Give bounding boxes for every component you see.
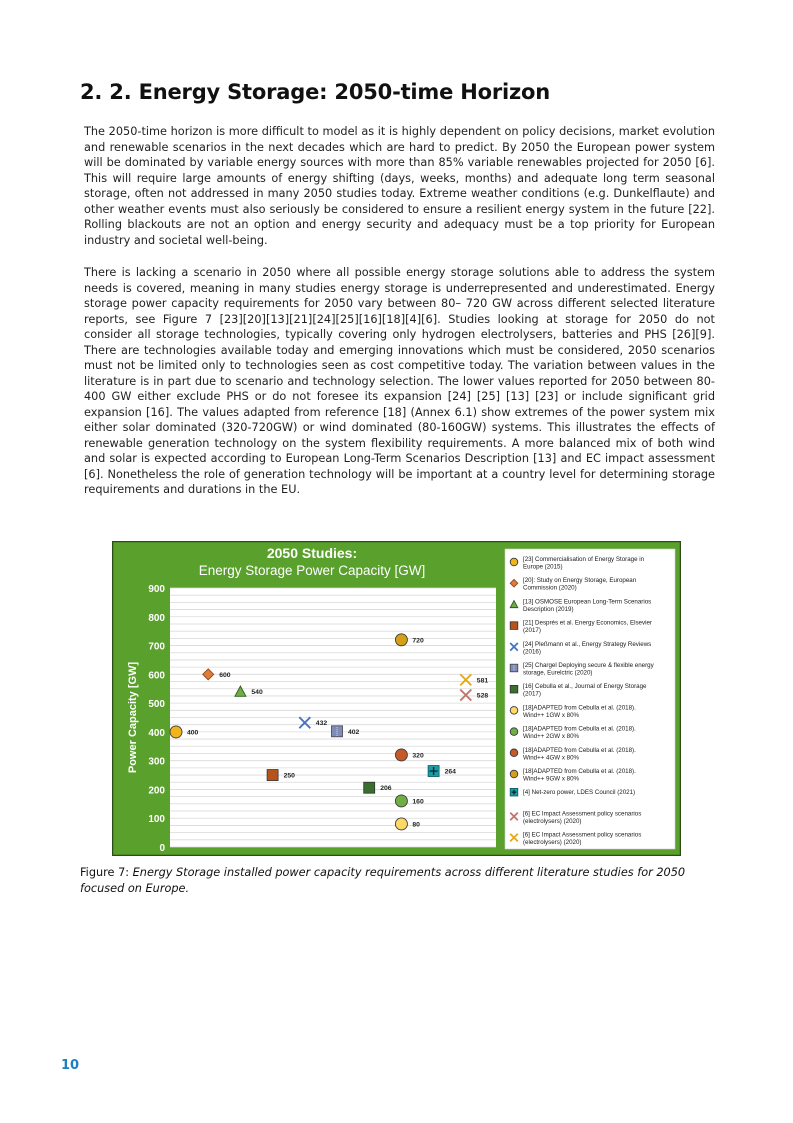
page-number: 10 — [61, 1058, 80, 1073]
legend-label: Description (2019) — [523, 605, 574, 613]
legend-label: [25] Chargel Deploying secure & flexible energy — [523, 662, 654, 669]
legend-label: [16] Cebulla et al., Journal of Energy Storage — [523, 683, 647, 691]
legend-label: [20]: Study on Energy Storage, European — [523, 577, 637, 585]
body-paragraph: There is lacking a scenario in 2050 where all possible energy storage solutions able to address the system needs is covered, meaning in many studies energy storage is underrepresented and underestimated. Energy storage power capacity requirements for 2050 vary between 80– 720 GW across different selected literature reports, see Figure 7 [23][20][13][21][24][25][16][18][4][6]. Studies looking at storage for 2050 do not consider all storage technologies, typically covering only hydrogen electrolysers, batteries and PHS [26][9]. There are technologies available today and emerging innovations which must be considered, 2050 scenarios must not be limited only to technologies seen as cost competitive today. The variation between values in the literature is in part due to scenario and technology selection. The lower values reported for 2050 between 80-400 GW either exclude PHS or do not foresee its expansion [24] [25] [13] [23] or include significant grid expansion [16]. The values adapted from reference [18] (Annex 6.1) show extremes of the power system mix either solar dominated (320-720GW) or wind dominated (80-160GW) systems. This illustrates the effects of renewable generation technology on the system flexibility requirements. A more balanced mix of both wind and solar is expected according to European Long-Term Scenarios Description [13] and EC impact assessment [6]. Nonetheless the role of generation technology will be important at a country level for determining storage requirements and durations in the EU. — [84, 266, 715, 496]
legend-marker — [510, 685, 518, 693]
data-point — [395, 818, 407, 830]
y-tick-label: 200 — [148, 785, 165, 797]
figure-caption — [80, 865, 720, 897]
legend-marker — [510, 664, 518, 672]
data-label: 400 — [187, 729, 199, 737]
data-point — [332, 726, 343, 737]
marker-circle — [395, 795, 407, 807]
legend-label: [24] Pleßmann et al., Energy Strategy Reviews — [523, 640, 652, 648]
legend-box — [505, 549, 675, 849]
marker-circle — [170, 726, 182, 738]
y-tick-label: 300 — [148, 756, 165, 768]
data-label: 264 — [444, 768, 456, 776]
y-tick-label: 400 — [148, 727, 165, 739]
marker-circle — [510, 707, 518, 715]
legend-label: [4] Net-zero power, LDES Council (2021) — [523, 789, 636, 797]
legend-label: [18]ADAPTED from Cebulla et al. (2018). — [523, 704, 636, 712]
legend-label: [21] Després et al. Energy Economics, Elsevier — [523, 619, 652, 627]
data-label: 250 — [283, 772, 295, 780]
legend-label: Wind++ 4GW x 80% — [523, 754, 580, 762]
data-label: 80 — [412, 821, 420, 829]
chart-svg — [112, 541, 681, 856]
marker-square — [267, 770, 278, 781]
section-title: 2. 2. Energy Storage: 2050-time Horizon — [80, 80, 551, 104]
legend-label: [18]ADAPTED from Cebulla et al. (2018). — [523, 768, 636, 775]
y-axis-title: Power Capacity [GW] — [127, 661, 139, 774]
legend-label: Wind++ 1GW x 80% — [523, 711, 580, 719]
legend-marker — [510, 749, 518, 757]
data-point — [170, 726, 182, 738]
legend-label: (2016) — [523, 648, 541, 656]
legend-label: (electrolysers) (2020) — [523, 839, 582, 847]
data-point — [428, 766, 439, 777]
data-label: 720 — [412, 637, 424, 645]
marker-circle — [395, 749, 407, 761]
data-label: 432 — [315, 720, 328, 728]
marker-circle — [510, 749, 518, 757]
legend-marker — [510, 788, 518, 796]
legend-label: (2017) — [523, 690, 541, 698]
data-label: 528 — [476, 692, 489, 700]
legend-marker — [510, 728, 518, 736]
data-label: 600 — [219, 671, 231, 679]
marker-circle — [510, 558, 518, 566]
y-tick-label: 900 — [148, 584, 165, 595]
legend-marker — [510, 622, 518, 630]
y-tick-label: 600 — [148, 670, 165, 682]
data-label: 320 — [412, 752, 424, 760]
data-point — [364, 782, 375, 793]
marker-circle — [395, 634, 407, 646]
legend-marker — [510, 770, 518, 778]
figure-chart — [112, 541, 681, 856]
legend-label: (electrolysers) (2020) — [523, 817, 582, 825]
y-tick-label: 800 — [148, 612, 165, 624]
figure-caption-prefix: Figure 7: — [80, 866, 130, 879]
legend-label: [6] EC Impact Assessment policy scenarios — [523, 831, 642, 839]
chart-title-line2: Energy Storage Power Capacity [GW] — [198, 563, 426, 578]
marker-circle — [510, 728, 518, 736]
legend-label: [23] Commercialisation of Energy Storage in — [523, 556, 645, 563]
marker-square — [510, 622, 518, 630]
data-point — [395, 749, 407, 761]
data-point — [395, 795, 407, 807]
data-point — [267, 770, 278, 781]
data-label: 206 — [380, 785, 392, 793]
body-paragraph: The 2050-time horizon is more difficult to model as it is highly dependent on policy decisions, market evolution and renewable scenarios in the next decades which are hard to predict. By 2050 the European power system will be dominated by variable energy sources with more than 85% variable renewables projected for 2050 [6]. This will require large amounts of energy shifting (days, weeks, months) and adequate long term seasonal storage, often not addressed in many 2050 studies today. Extreme weather conditions (e.g. Dunkelflaute) and other weather events must also seriously be considered to ensure a resilient energy system in the future [22]. Rolling blackouts are not an option and energy security and adequacy must be a top priority for European industry and societal well-being. — [84, 125, 715, 247]
legend-marker — [510, 558, 518, 566]
legend-label: Wind++ 9GW x 80% — [523, 775, 580, 783]
legend-label: (2017) — [523, 627, 541, 635]
legend-entry — [510, 788, 635, 796]
legend-label: [6] EC Impact Assessment policy scenarios — [523, 810, 642, 818]
chart-title-line1: 2050 Studies: — [266, 545, 358, 561]
legend-label: Wind++ 2GW x 80% — [523, 733, 580, 741]
legend-label: Commission (2020) — [523, 584, 577, 592]
legend-label: [18]ADAPTED from Cebulla et al. (2018). — [523, 746, 636, 754]
data-label: 160 — [412, 798, 424, 806]
legend-label: storage, Eurelctric (2020) — [523, 669, 593, 677]
marker-square — [364, 782, 375, 793]
legend-label: [18]ADAPTED from Cebulla et al. (2018). — [523, 725, 636, 733]
y-tick-label: 0 — [159, 843, 165, 854]
data-label: 402 — [348, 728, 360, 736]
y-tick-label: 100 — [148, 814, 165, 826]
y-tick-label: 700 — [148, 641, 165, 653]
marker-square — [510, 685, 518, 693]
data-point — [395, 634, 407, 646]
legend-label: Europe (2015) — [523, 563, 563, 571]
marker-circle — [510, 770, 518, 778]
figure-caption-text: Energy Storage installed power capacity requirements across different literature studies for 2050 focused on Europe. — [80, 866, 686, 895]
data-label: 540 — [251, 689, 263, 697]
y-tick-label: 500 — [148, 699, 165, 711]
data-label: 581 — [476, 677, 489, 685]
marker-circle — [395, 818, 407, 830]
legend-marker — [510, 707, 518, 715]
legend-label: [13] OSMOSE European Long-Term Scenarios — [523, 598, 652, 606]
